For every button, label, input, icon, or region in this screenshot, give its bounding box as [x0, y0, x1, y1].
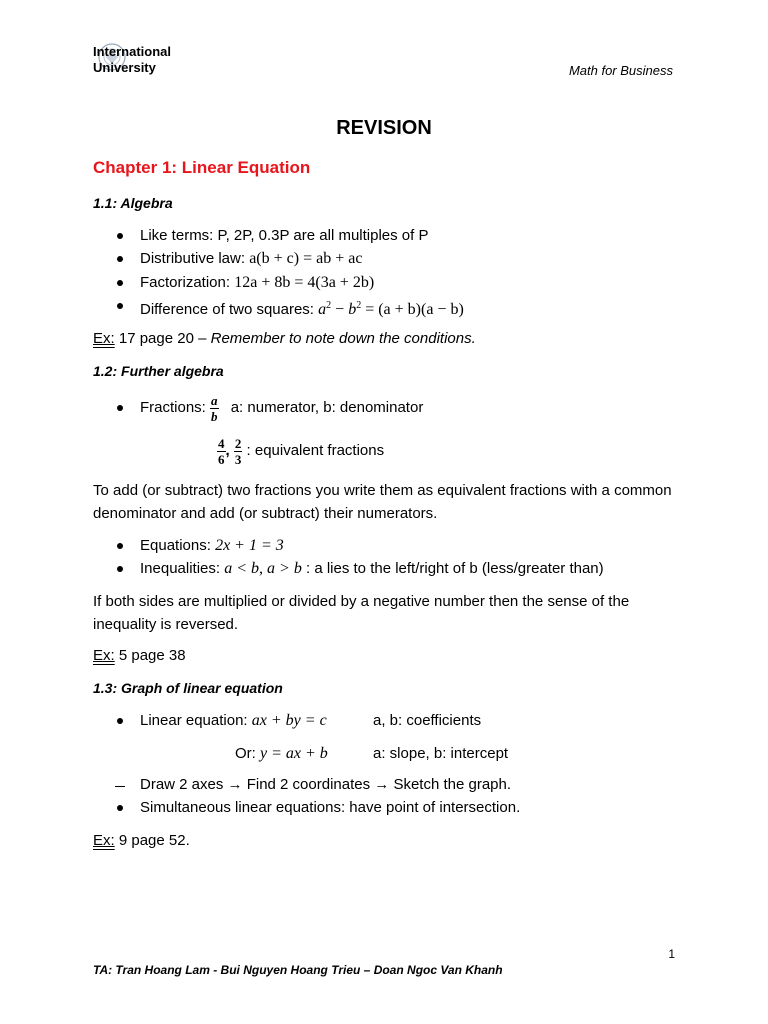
fractions-desc: a: numerator, b: denominator: [230, 399, 424, 416]
paragraph-add-fractions: To add (or subtract) two fractions you write them as equivalent fractions with a common denominator and add (or subtract) their numerators.: [93, 482, 672, 522]
exercise-note: Remember to note down the conditions.: [210, 330, 476, 347]
exercise-1-2: [93, 646, 186, 666]
footer-authors: TA: Tran Hoang Lam - Bui Nguyen Hoang Trieu – Doan Ngoc Van Khanh: [93, 963, 503, 977]
fraction-denominator: b: [211, 408, 218, 424]
distributive-item: [140, 249, 362, 269]
equations-item: [140, 536, 284, 556]
difference-item: [140, 296, 464, 320]
difference-exp-a: 2: [326, 300, 332, 311]
linear-desc: a, b: coefficients: [373, 712, 482, 729]
chapter-heading: Chapter 1: Linear Equation: [93, 158, 311, 177]
inequalities-expr: a < b, a > b: [224, 560, 302, 577]
or-form-line: [235, 744, 328, 764]
factorization-label: Factorization:: [140, 274, 235, 291]
difference-exp-b: 2: [356, 300, 362, 311]
distributive-expr: a(b + c) = ab + ac: [249, 250, 363, 267]
fraction-4-6: [217, 436, 226, 467]
simultaneous-item: Simultaneous linear equations: have point of intersection.: [140, 799, 521, 816]
difference-minus: −: [331, 301, 349, 318]
fraction-denominator: 6: [218, 451, 225, 467]
or-expr: y = ax + b: [260, 745, 328, 762]
section-heading-1-1: 1.1: Algebra: [93, 195, 173, 211]
bullet-icon: [117, 805, 123, 811]
fraction-numerator: a: [211, 392, 218, 408]
section-heading-1-3: 1.3: Graph of linear equation: [93, 680, 283, 696]
difference-b: b: [348, 301, 357, 318]
inequalities-desc: : a lies to the left/right of b (less/greater than): [301, 560, 604, 577]
difference-label: Difference of two squares:: [140, 301, 319, 318]
fraction-2-3: [234, 436, 243, 467]
exercise-text: 5 page 38: [114, 647, 186, 664]
equations-expr: 2x + 1 = 3: [215, 537, 284, 554]
difference-rest: = (a + b)(a − b): [361, 301, 464, 318]
fraction-denominator: 3: [234, 451, 242, 467]
fraction-numerator: 4: [218, 435, 225, 451]
bullet-icon: [117, 405, 123, 411]
bullet-icon: [117, 280, 123, 286]
inequalities-item: [140, 559, 604, 579]
inequalities-label: Inequalities:: [140, 560, 225, 577]
university-line2: University: [93, 60, 156, 75]
exercise-text: 17 page 20 –: [114, 330, 211, 347]
equivalent-desc: : equivalent fractions: [246, 442, 385, 459]
fraction-a-over-b: [210, 393, 219, 424]
fraction-numerator: 2: [234, 435, 242, 451]
page-number: 1: [668, 947, 675, 961]
bullet-icon: [117, 566, 123, 572]
fraction-comma: ,: [225, 442, 230, 459]
fractions-item: [140, 388, 423, 428]
university-line1: International: [93, 44, 172, 59]
draw-axes-item: Draw 2 axes → Find 2 coordinates → Sketch the graph.: [140, 776, 512, 793]
exercise-1-1: [93, 329, 476, 349]
factorization-expr: 12a + 8b = 4(3a + 2b): [234, 274, 375, 291]
difference-a: a: [318, 301, 327, 318]
university-name: [93, 44, 171, 76]
like-terms-item: Like terms: P, 2P, 0.3P are all multiples of P: [140, 227, 429, 244]
bullet-icon: [117, 256, 123, 262]
exercise-label: Ex:: [93, 832, 115, 849]
bullet-icon: [117, 303, 123, 309]
linear-expr: ax + by = c: [251, 712, 327, 729]
exercise-text: 9 page 52.: [114, 832, 190, 849]
paragraph-negative-multiply: If both sides are multiplied or divided by a negative number then the sense of the inequality is reversed.: [93, 593, 630, 633]
exercise-label: Ex:: [93, 330, 115, 347]
exercise-label: Ex:: [93, 647, 115, 664]
bullet-icon: [117, 543, 123, 549]
bullet-icon: [117, 233, 123, 239]
section-heading-1-2: 1.2: Further algebra: [93, 363, 224, 379]
exercise-1-3: [93, 831, 190, 851]
page-title: REVISION: [336, 117, 432, 139]
equations-label: Equations:: [140, 537, 216, 554]
dash-icon: [115, 786, 125, 787]
factorization-item: [140, 273, 374, 293]
or-label: Or:: [235, 745, 260, 762]
linear-equation-item: [140, 711, 327, 731]
equivalent-fractions-line: [217, 431, 384, 471]
fractions-label: Fractions:: [140, 399, 211, 416]
course-name: Math for Business: [568, 63, 673, 78]
bullet-icon: [117, 718, 123, 724]
or-desc: a: slope, b: intercept: [373, 745, 509, 762]
distributive-label: Distributive law:: [140, 250, 250, 267]
linear-label: Linear equation:: [140, 712, 252, 729]
